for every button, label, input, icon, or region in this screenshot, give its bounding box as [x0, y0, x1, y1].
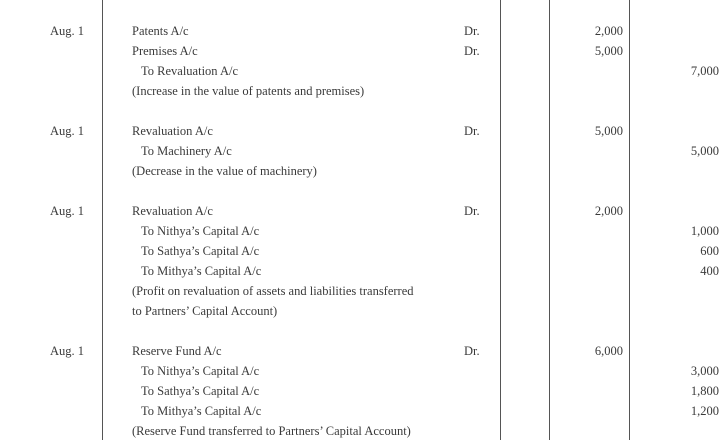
- account-name: To Nithya’s Capital A/c: [141, 224, 260, 238]
- account-name: To Nithya’s Capital A/c: [141, 364, 260, 378]
- account-name: Premises A/c: [132, 44, 198, 58]
- account-name: To Machinery A/c: [141, 144, 232, 158]
- credit-amount: 5,000: [690, 144, 719, 158]
- credit-amount: 600: [700, 244, 719, 258]
- credit-amount: 1,200: [690, 404, 719, 418]
- column-divider-lf-right: [549, 0, 550, 440]
- account-name: To Mithya’s Capital A/c: [141, 264, 262, 278]
- dr-marker: Dr.: [464, 344, 480, 358]
- account-name: Reserve Fund A/c: [132, 344, 222, 358]
- debit-amount: 6,000: [594, 344, 623, 358]
- debit-amount: 2,000: [594, 204, 623, 218]
- credit-amount: 1,800: [690, 384, 719, 398]
- credit-amount: 1,000: [690, 224, 719, 238]
- dr-marker: Dr.: [464, 124, 480, 138]
- account-name: Patents A/c: [132, 24, 189, 38]
- debit-amount: 2,000: [594, 24, 623, 38]
- credit-amount: 400: [700, 264, 719, 278]
- account-name: To Revaluation A/c: [141, 64, 239, 78]
- entry-date: Aug. 1: [49, 124, 84, 138]
- account-name: to Partners’ Capital Account): [132, 304, 278, 318]
- account-name: Revaluation A/c: [132, 124, 213, 138]
- narration: (Profit on revaluation of assets and liabilities transferred: [132, 284, 414, 298]
- column-divider-date: [102, 0, 103, 440]
- column-divider-debit: [629, 0, 630, 440]
- account-name: Revaluation A/c: [132, 204, 213, 218]
- narration: (Reserve Fund transferred to Partners’ Capital Account): [132, 424, 411, 438]
- debit-amount: 5,000: [594, 124, 623, 138]
- column-divider-lf-left: [500, 0, 501, 440]
- entry-date: Aug. 1: [49, 344, 84, 358]
- dr-marker: Dr.: [464, 24, 480, 38]
- credit-amount: 7,000: [690, 64, 719, 78]
- account-name: To Sathya’s Capital A/c: [141, 244, 260, 258]
- debit-amount: 5,000: [594, 44, 623, 58]
- dr-marker: Dr.: [464, 44, 480, 58]
- account-name: To Mithya’s Capital A/c: [141, 404, 262, 418]
- narration: (Increase in the value of patents and premises): [132, 84, 365, 98]
- narration: (Decrease in the value of machinery): [132, 164, 317, 178]
- entry-date: Aug. 1: [49, 204, 84, 218]
- account-name: To Sathya’s Capital A/c: [141, 384, 260, 398]
- entry-date: Aug. 1: [49, 24, 84, 38]
- credit-amount: 3,000: [690, 364, 719, 378]
- dr-marker: Dr.: [464, 204, 480, 218]
